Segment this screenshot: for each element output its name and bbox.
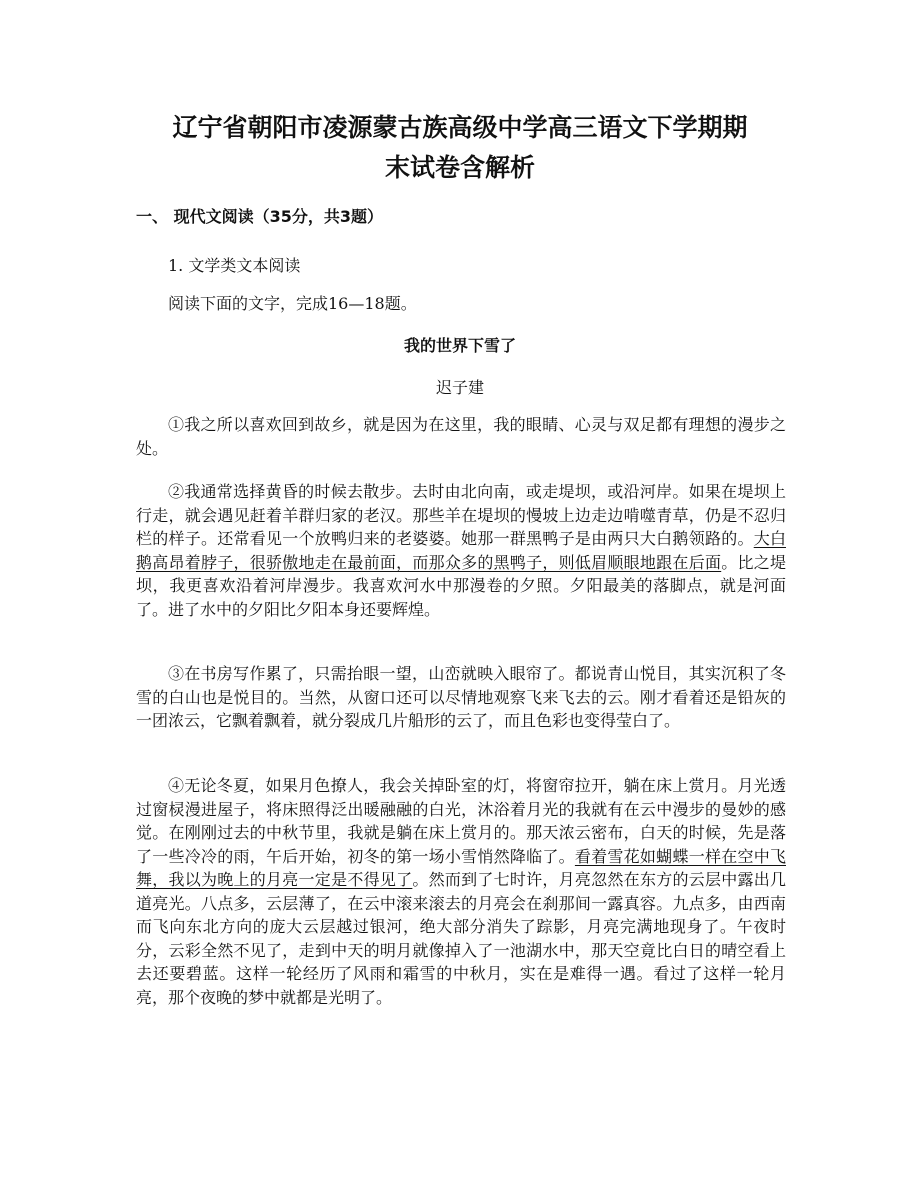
paragraph-3: ③在书房写作累了，只需抬眼一望，山峦就映入眼帘了。都说青山悦目，其实沉积了冬雪的白山也是悦目的。当然，从窗口还可以尽情地观察飞来飞去的云。刚才看着还是铅灰的一团浓云，它飘着飘着，就分裂成几片船形的云了，而且色彩也变得莹白了。 bbox=[136, 664, 786, 730]
title-line-1: 辽宁省朝阳市凌源蒙古族高级中学高三语文下学期期 bbox=[172, 113, 748, 142]
document-title bbox=[100, 108, 820, 188]
paragraph-4-text-b: 。然而到了七时许，月亮忽然在东方的云层中露出几道亮光。八点多，云层薄了，在云中滚来滚去的月亮会在刹那间一露真容。九点多，由西南而飞向东北方向的庞大云层越过银河，绝大部分消失了踪影，月亮完满地现身了。午夜时分，云彩全然不见了，走到中天的明月就像掉入了一池湖水中，那天空竟比白日的晴空看上去还要碧蓝。这样一轮经历了风雨和霜雪的中秋月，实在是难得一遇。看过了这样一轮月亮，那个夜晚的梦中就都是光明了。 bbox=[136, 870, 786, 1007]
section-heading: 一、 现代文阅读（35分，共3题） bbox=[136, 207, 383, 226]
paragraph-4-text-a: ④无论冬夏，如果月色撩人，我会关掉卧室的灯，将窗帘拉开，躺在床上赏月。月光透过窗棂漫进屋子，将床照得泛出暖融融的白光，沐浴着月光的我就有在云中漫步的曼妙的感觉。在刚刚过去的中秋节里，我就是躺在床上赏月的。那天浓云密布，白天的时候，先是落了一些冷冷的雨，午后开始，初冬的第一场小雪悄然降临了。 bbox=[136, 776, 786, 866]
question-label: 1. 文学类文本阅读 bbox=[168, 256, 301, 275]
paragraph-2 bbox=[136, 480, 786, 621]
paragraph-2-underlined: 大白鹅高昂着脖子，很骄傲地走在最前面，而那众多的黑鸭子，则低眉顺眼地跟在后面 bbox=[136, 529, 786, 572]
paragraph-4 bbox=[136, 774, 786, 1009]
paragraph-4-underlined: 看着雪花如蝴蝶一样在空中飞舞，我以为晚上的月亮一定是不得见了 bbox=[136, 846, 786, 889]
title-line-2: 末试卷含解析 bbox=[384, 153, 535, 182]
essay-title: 我的世界下雪了 bbox=[403, 336, 516, 355]
instruction-text: 阅读下面的文字，完成16—18题。 bbox=[168, 294, 417, 313]
paragraph-2-text-a: ②我通常选择黄昏的时候去散步。去时由北向南，或走堤坝，或沿河岸。如果在堤坝上行走，就会遇见赶着羊群归家的老汉。那些羊在堤坝的慢坡上边走边啃噬青草，仍是不忍归栏的样子。还常看见一个放鸭归来的老婆婆。她那一群黑鸭子是由两只大白鹅领路的。 bbox=[136, 482, 786, 548]
paragraph-1: ①我之所以喜欢回到故乡，就是因为在这里，我的眼睛、心灵与双足都有理想的漫步之处。 bbox=[136, 415, 786, 458]
paragraph-2-text-b: 。比之堤坝，我更喜欢沿着河岸漫步。我喜欢河水中那漫卷的夕照。夕阳最美的落脚点，就是河面了。进了水中的夕阳比夕阳本身还要辉煌。 bbox=[136, 552, 786, 619]
essay-author: 迟子建 bbox=[435, 378, 484, 397]
